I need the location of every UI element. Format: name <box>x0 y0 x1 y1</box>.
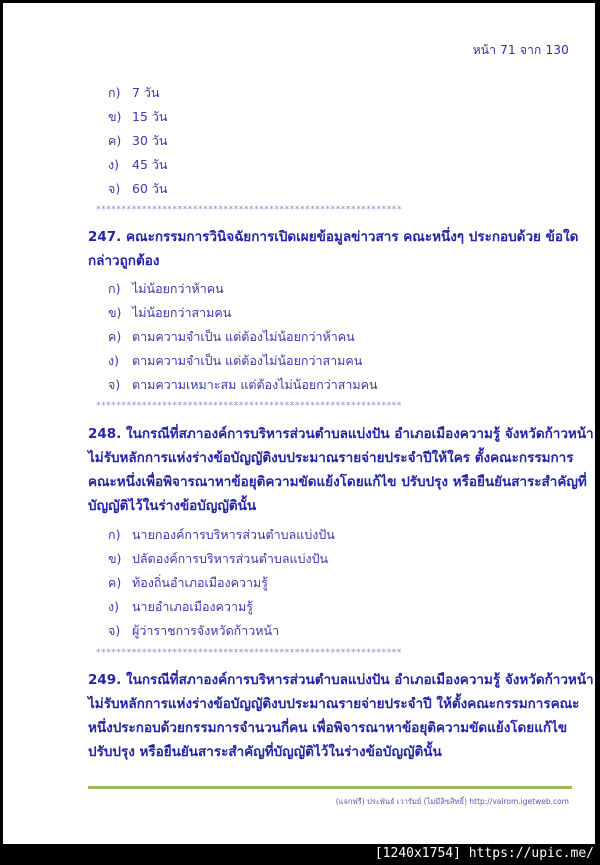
option-text: 15 วัน <box>132 109 168 124</box>
question-line: ไม่รับหลักการแห่งร่างข้อบัญญัติงบประมาณรายจ่ายประจำปี ให้ตั้งคณะกรรมการคณะ <box>88 696 580 712</box>
footer-credit: (แจกฟรี) ประพันธ์ เวารัมย์ (ไม่มีลิขสิทธิ์) http://valrom.igetweb.com <box>335 797 569 806</box>
option-text: ไม่น้อยกว่าสามคน <box>132 305 232 320</box>
option-text: 30 วัน <box>132 133 168 148</box>
q246-option-d <box>108 155 167 175</box>
q247-option-b <box>108 303 231 323</box>
q248-option-e <box>108 621 279 641</box>
q248-option-b <box>108 549 328 569</box>
separator-line: ************************************************************ <box>96 401 402 411</box>
question-line: ปรับปรุง หรือยืนยันสาระสำคัญที่บัญญัติไว้ในร่างข้อบัญญัตินั้น <box>88 744 442 760</box>
option-label: ง) <box>108 599 119 614</box>
question-line: 247. คณะกรรมการวินิจฉัยการเปิดเผยข้อมูลข่าวสาร คณะหนึ่งๆ ประกอบด้วย ข้อใด <box>88 229 579 245</box>
q248-option-d <box>108 597 253 617</box>
option-label: ง) <box>108 353 119 368</box>
option-label: ค) <box>108 329 122 344</box>
option-label: จ) <box>108 623 121 638</box>
option-label: ข) <box>108 551 122 566</box>
q247-option-d <box>108 351 362 371</box>
option-label: ค) <box>108 575 122 590</box>
document-page <box>3 3 595 844</box>
question-line: 248. ในกรณีที่สภาองค์การบริหารส่วนตำบลแบ่งปัน อำเภอเมืองความรู้ จังหวัดก้าวหน้า <box>88 426 594 442</box>
page-indicator: หน้า 71 จาก 130 <box>472 43 569 57</box>
q246-option-a <box>108 83 160 103</box>
q246-option-e <box>108 179 167 199</box>
option-label: จ) <box>108 181 121 196</box>
question-line: ไม่รับหลักการแห่งร่างข้อบัญญัติงบประมาณรายจ่ายประจำปีให้ใคร ตั้งคณะกรรมการ <box>88 450 574 466</box>
question-line: บัญญัติไว้ในร่างข้อบัญญัตินั้น <box>88 498 257 514</box>
question-line: กล่าวถูกต้อง <box>88 253 160 269</box>
question-line: 249. ในกรณีที่สภาองค์การบริหารส่วนตำบลแบ่งปัน อำเภอเมืองความรู้ จังหวัดก้าวหน้า <box>88 672 594 688</box>
option-label: ง) <box>108 157 119 172</box>
option-text: 60 วัน <box>132 181 168 196</box>
q246-option-b <box>108 107 167 127</box>
q247-option-c <box>108 327 355 347</box>
q248-option-c <box>108 573 268 593</box>
option-label: ก) <box>108 281 121 296</box>
q246-option-c <box>108 131 167 151</box>
option-text: ผู้ว่าราชการจังหวัดก้าวหน้า <box>132 623 280 638</box>
option-text: ปลัดองค์การบริหารส่วนตำบลแบ่งปัน <box>132 551 329 566</box>
question-249 <box>88 668 594 764</box>
option-label: ข) <box>108 305 122 320</box>
q248-option-a <box>108 525 335 545</box>
q247-option-e <box>108 375 378 395</box>
option-label: ก) <box>108 85 121 100</box>
option-text: 45 วัน <box>132 157 168 172</box>
question-line: คณะหนึ่งเพื่อพิจารณาหาข้อยุติความขัดแย้งโดยแก้ไข ปรับปรุง หรือยืนยันสาระสำคัญที่ <box>88 474 587 490</box>
option-text: ตามความจำเป็น แต่ต้องไม่น้อยกว่าห้าคน <box>132 329 355 344</box>
question-line: หนึ่งประกอบด้วยกรรมการจำนวนกี่คน เพื่อพิจารณาหาข้อยุติความขัดแย้งโดยแก้ไข <box>88 720 568 736</box>
question-248 <box>88 422 594 518</box>
option-label: ก) <box>108 527 121 542</box>
q247-option-a <box>108 279 224 299</box>
option-text: ท้องถิ่นอำเภอเมืองความรู้ <box>132 575 268 590</box>
option-text: ตามความเหมาะสม แต่ต้องไม่น้อยกว่าสามคน <box>132 377 378 392</box>
option-text: นายอำเภอเมืองความรู้ <box>132 599 253 614</box>
separator-line: ************************************************************ <box>96 648 402 658</box>
separator-line: ************************************************************ <box>96 205 402 215</box>
option-text: ไม่น้อยกว่าห้าคน <box>132 281 224 296</box>
option-label: ข) <box>108 109 122 124</box>
option-label: จ) <box>108 377 121 392</box>
option-text: ตามความจำเป็น แต่ต้องไม่น้อยกว่าสามคน <box>132 353 363 368</box>
watermark-text: [1240x1754] https://upic.me/ <box>374 846 594 861</box>
footer-divider <box>88 786 572 789</box>
option-text: 7 วัน <box>132 85 160 100</box>
question-247 <box>88 225 579 273</box>
option-label: ค) <box>108 133 122 148</box>
option-text: นายกองค์การบริหารส่วนตำบลแบ่งปัน <box>132 527 335 542</box>
